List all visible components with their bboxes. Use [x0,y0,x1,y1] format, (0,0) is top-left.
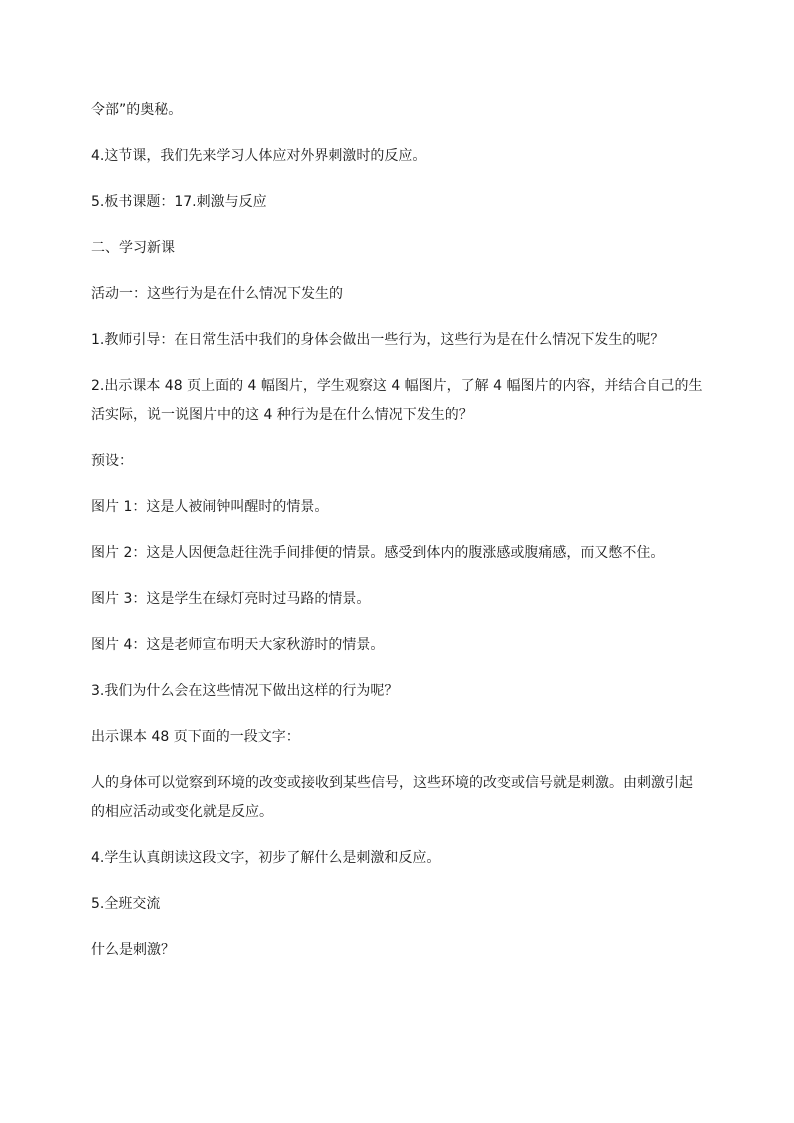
paragraph-show-pictures: 2.出示课本 48 页上面的 4 幅图片，学生观察这 4 幅图片，了解 4 幅图片的内容，并结合自己的生活实际，说一说图片中的这 4 种行为是在什么情况下发生的？ [91,378,703,423]
activity-heading: 活动一：这些行为是在什么情况下发生的 [91,286,343,302]
paragraph-definition: 人的身体可以觉察到环境的改变或接收到某些信号，这些环境的改变或信号就是刺激。由刺激引起的相应活动或变化就是反应。 [91,775,693,820]
paragraph-teacher-guide: 1.教师引导：在日常生活中我们的身体会做出一些行为，这些行为是在什么情况下发生的呢？ [91,332,665,348]
paragraph-show-text: 出示课本 48 页下面的一段文字： [91,729,300,745]
paragraph-picture-2: 图片 2：这是人因便急赶往洗手间排便的情景。感受到体内的腹涨感或腹痛感，而又憋不住。 [91,545,665,561]
section-heading-new-lesson: 二、学习新课 [91,240,175,256]
paragraph-what-is-stimulus: 什么是刺激？ [91,942,175,958]
paragraph-read-aloud: 4.学生认真朗读这段文字，初步了解什么是刺激和反应。 [91,850,441,866]
paragraph-step-5-title: 5.板书课题：17.刺激与反应 [91,194,267,210]
paragraph-continuation: 令部”的奥秘。 [91,102,183,118]
paragraph-picture-3: 图片 3：这是学生在绿灯亮时过马路的情景。 [91,591,371,607]
paragraph-picture-4: 图片 4：这是老师宣布明天大家秋游时的情景。 [91,637,385,653]
paragraph-preset: 预设： [91,453,133,469]
paragraph-question: 3.我们为什么会在这些情况下做出这样的行为呢？ [91,683,399,699]
paragraph-picture-1: 图片 1：这是人被闹钟叫醒时的情景。 [91,499,329,515]
document-body [91,96,703,982]
paragraph-class-discussion: 5.全班交流 [91,896,161,912]
paragraph-step-4: 4.这节课，我们先来学习人体应对外界刺激时的反应。 [91,148,427,164]
